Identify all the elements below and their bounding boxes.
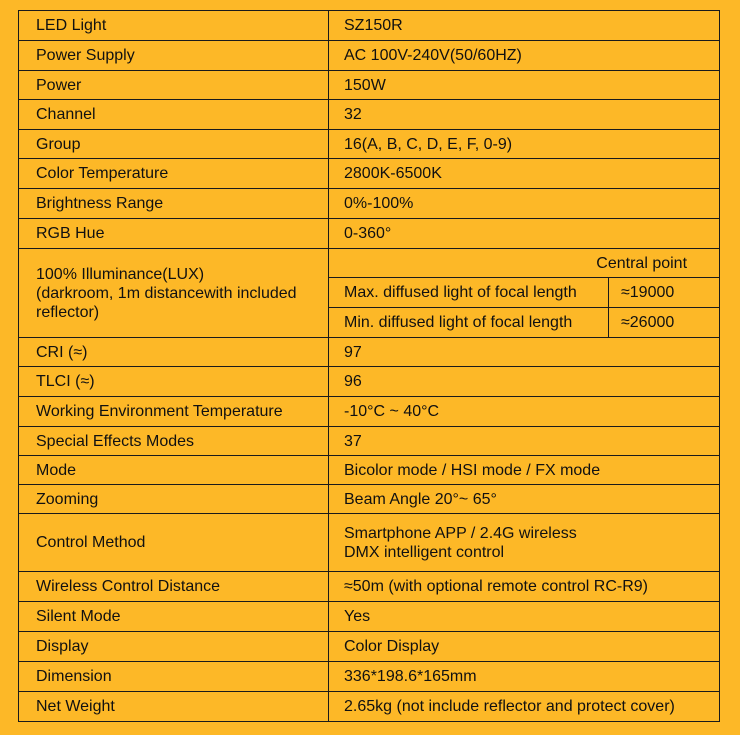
spec-label: Brightness Range: [19, 189, 329, 219]
spec-row-mode: [19, 456, 720, 485]
spec-value: 32: [329, 100, 720, 130]
spec-value: 2800K-6500K: [329, 159, 720, 189]
control-value-line: DMX intelligent control: [344, 543, 505, 561]
spec-label: Silent Mode: [19, 602, 329, 632]
spec-row-display: [19, 632, 720, 662]
spec-row-zooming: [19, 485, 720, 514]
spec-row-tlci: [19, 367, 720, 397]
spec-label: Display: [19, 632, 329, 662]
illuminance-label-line: 100% Illuminance(LUX): [36, 265, 205, 283]
spec-value: Bicolor mode / HSI mode / FX mode: [329, 456, 720, 485]
spec-label: Power: [19, 71, 329, 100]
spec-label: Channel: [19, 100, 329, 130]
spec-row-led-light: [19, 11, 720, 41]
spec-label: Dimension: [19, 662, 329, 692]
spec-row-wireless-distance: [19, 572, 720, 602]
spec-row-dimension: [19, 662, 720, 692]
spec-sub-label: Max. diffused light of focal length: [329, 278, 609, 308]
spec-label: Color Temperature: [19, 159, 329, 189]
spec-value: 16(A, B, C, D, E, F, 0-9): [329, 130, 720, 159]
spec-value: 2.65kg (not include reflector and protect cover): [329, 692, 720, 722]
spec-value: 0-360°: [329, 219, 720, 249]
spec-label: Group: [19, 130, 329, 159]
spec-value: 150W: [329, 71, 720, 100]
spec-label: LED Light: [19, 11, 329, 41]
spec-label: Wireless Control Distance: [19, 572, 329, 602]
spec-label: Control Method: [19, 514, 329, 572]
spec-value: Yes: [329, 602, 720, 632]
spec-row-illuminance-header: [19, 249, 720, 278]
spec-label: Zooming: [19, 485, 329, 514]
spec-value: Beam Angle 20°~ 65°: [329, 485, 720, 514]
spec-label: Working Environment Temperature: [19, 397, 329, 427]
spec-value: 0%-100%: [329, 189, 720, 219]
spec-value: 97: [329, 338, 720, 367]
illuminance-label-line: reflector): [36, 303, 100, 321]
spec-value: Color Display: [329, 632, 720, 662]
spec-label: CRI (≈): [19, 338, 329, 367]
spec-sub-value: ≈26000: [609, 308, 720, 338]
spec-row-power: [19, 71, 720, 100]
illuminance-header: Central point: [329, 249, 720, 278]
spec-row-special-effects: [19, 427, 720, 456]
spec-row-control-method: [19, 514, 720, 572]
spec-row-power-supply: [19, 41, 720, 71]
spec-row-color-temperature: [19, 159, 720, 189]
spec-sub-value: ≈19000: [609, 278, 720, 308]
spec-label: Net Weight: [19, 692, 329, 722]
spec-row-silent-mode: [19, 602, 720, 632]
spec-row-rgb-hue: [19, 219, 720, 249]
spec-label: TLCI (≈): [19, 367, 329, 397]
spec-value: -10°C ~ 40°C: [329, 397, 720, 427]
spec-value: ≈50m (with optional remote control RC-R9): [329, 572, 720, 602]
control-value-line: Smartphone APP / 2.4G wireless: [344, 524, 577, 542]
spec-label: RGB Hue: [19, 219, 329, 249]
spec-row-brightness-range: [19, 189, 720, 219]
spec-value: 37: [329, 427, 720, 456]
spec-row-working-temperature: [19, 397, 720, 427]
spec-label: Mode: [19, 456, 329, 485]
spec-value: 336*198.6*165mm: [329, 662, 720, 692]
illuminance-label: [19, 249, 329, 338]
spec-label: Special Effects Modes: [19, 427, 329, 456]
spec-row-net-weight: [19, 692, 720, 722]
spec-sub-label: Min. diffused light of focal length: [329, 308, 609, 338]
spec-row-group: [19, 130, 720, 159]
spec-value: 96: [329, 367, 720, 397]
spec-value: AC 100V-240V(50/60HZ): [329, 41, 720, 71]
control-value: [329, 514, 720, 572]
spec-table: [18, 10, 720, 722]
spec-label: Power Supply: [19, 41, 329, 71]
illuminance-label-line: (darkroom, 1m distancewith included: [36, 284, 297, 302]
spec-value: SZ150R: [329, 11, 720, 41]
spec-row-cri: [19, 338, 720, 367]
spec-row-channel: [19, 100, 720, 130]
